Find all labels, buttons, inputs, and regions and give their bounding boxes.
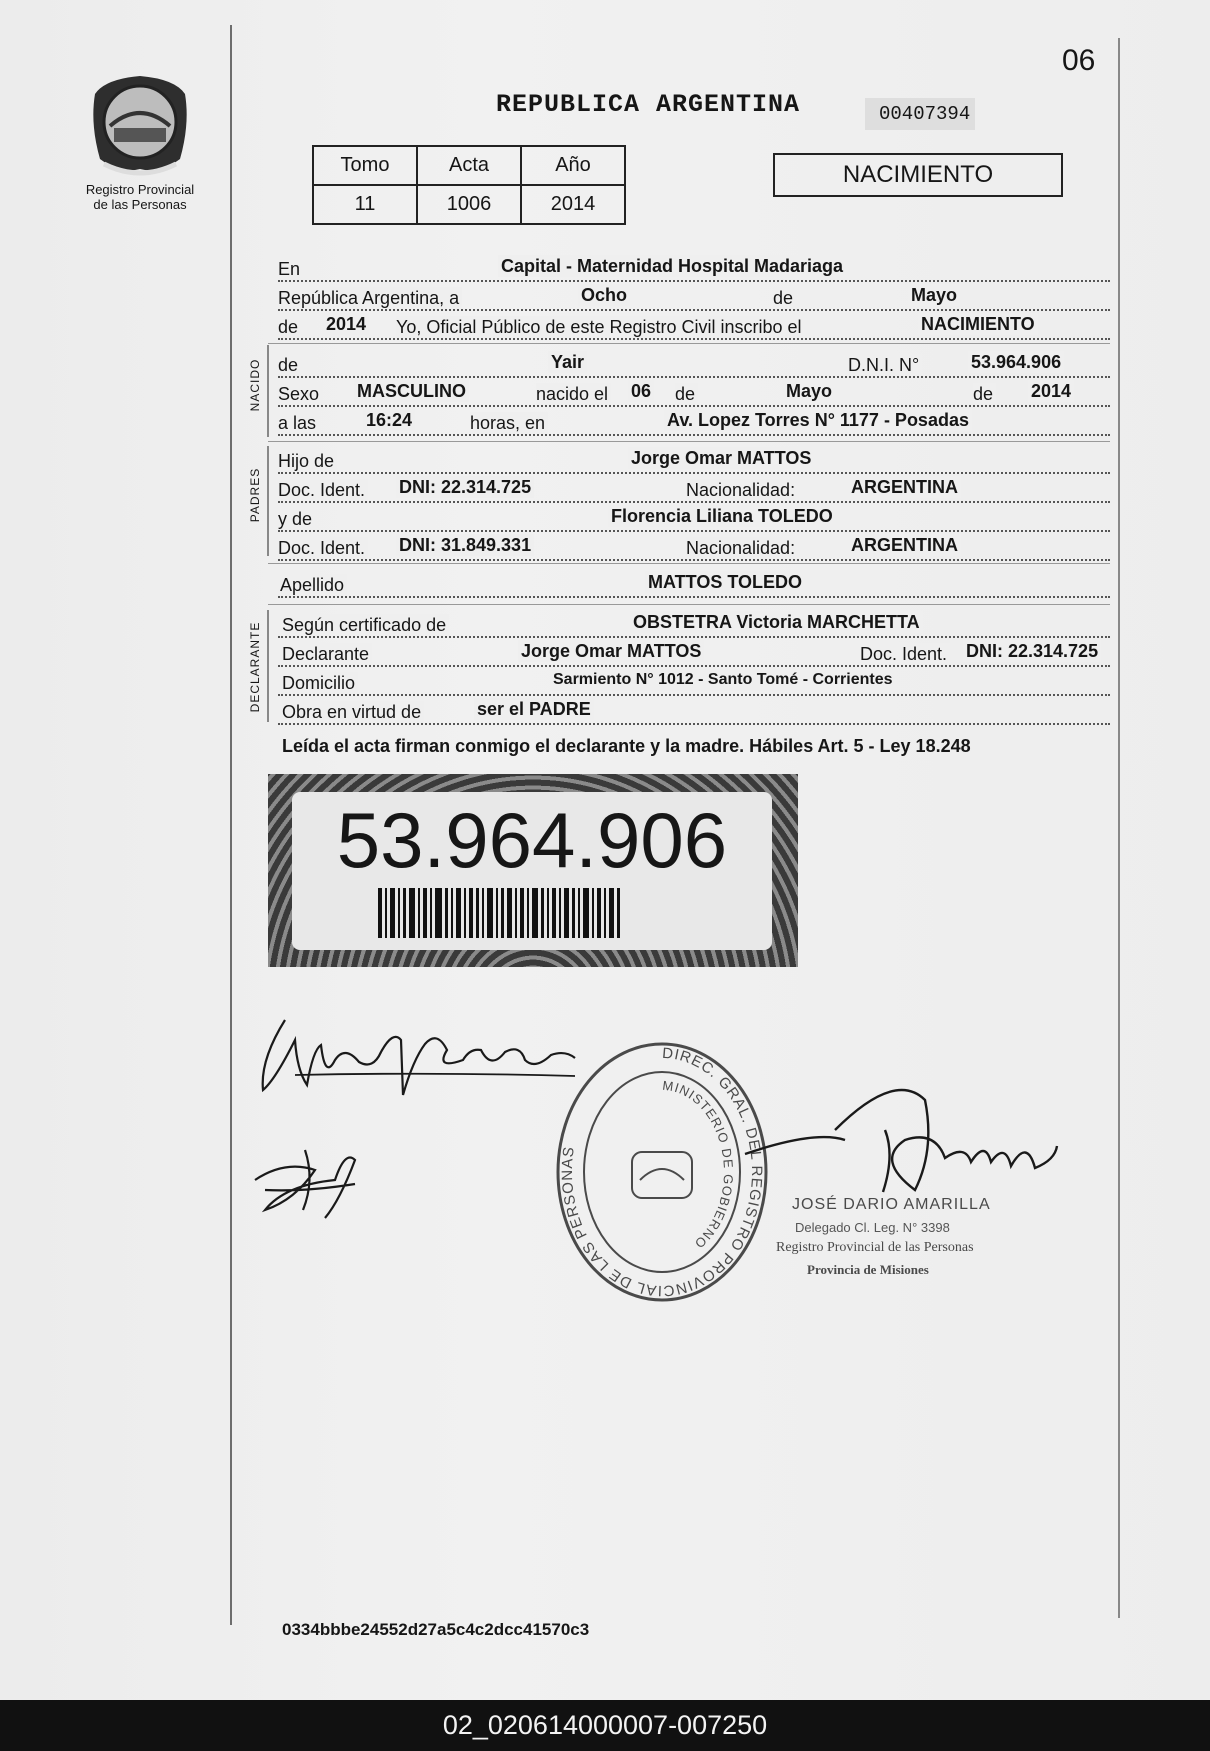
row-inscribo [278,312,1110,340]
label-mother-doc: Doc. Ident. [278,537,368,559]
dni-barcode-card [268,774,798,967]
barcode-number: 53.964.906 [336,796,728,884]
label-father-doc: Doc. Ident. [278,479,368,501]
svg-text:MINISTERIO DE GOBIERNO [662,1078,736,1252]
value-year: 2014 [323,313,369,335]
side-label-padres: PADRES [248,467,262,523]
official-province: Provincia de Misiones [807,1262,929,1277]
page-number: 06 [1062,44,1096,77]
value-declarant: Jorge Omar MATTOS [518,640,704,662]
value-sexo: MASCULINO [354,380,469,402]
value-birth-month: Mayo [783,380,835,402]
value-domicile: Sarmiento N° 1012 - Santo Tomé - Corrientes [550,669,896,691]
label-de-birth: de [675,383,698,405]
value-place: Capital - Maternidad Hospital Madariaga [498,255,846,277]
label-sexo: Sexo [278,383,322,405]
register-table-header-row [313,146,625,185]
official-role: Delegado Cl. Leg. N° 3398 [795,1220,950,1235]
barcode-bars [378,888,698,938]
row-declarant [278,639,1110,667]
side-label-declarante: DECLARANTE [248,621,262,713]
label-hijo-de: Hijo de [278,450,337,472]
row-place [278,254,1110,282]
label-mother-nat: Nacionalidad: [686,537,798,559]
stamp-ring-text: DIREC. GRAL. DEL REGISTRO PROVINCIAL DE LAS PERSONAS [558,1044,765,1300]
rule-declarante-top [268,604,1110,605]
label-de: de [773,287,796,309]
act-type-box: NACIMIENTO [773,153,1063,197]
left-margin-line [230,25,232,1625]
row-obra [278,697,1110,725]
row-mother-doc [278,533,1110,561]
header-ano: Año [521,146,625,185]
row-date-words [278,283,1110,311]
value-acta: 1006 [417,185,521,224]
label-inscribo: Yo, Oficial Público de este Registro Civil inscribo el [396,316,805,338]
row-certifier [278,610,1110,638]
value-surname: MATTOS TOLEDO [645,571,805,593]
value-birth-day: 06 [628,380,654,402]
value-birth-year: 2014 [1028,380,1074,402]
label-apellido: Apellido [280,574,347,596]
value-mother-nat: ARGENTINA [848,534,961,556]
row-surname [278,570,1110,598]
registry-caption [60,182,220,212]
label-domicilio: Domicilio [282,672,358,694]
province-seal-logo [80,64,200,184]
file-code-bar: 02_020614000007-007250 [0,1700,1210,1751]
stamp-emblem-icon [632,1152,692,1198]
register-table [312,145,626,225]
right-margin-line [1118,38,1120,1618]
label-republica: República Argentina, a [278,287,462,309]
padres-bracket [267,446,269,556]
official-org: Registro Provincial de las Personas [776,1240,974,1255]
serial-number: 00407394 [865,98,975,130]
label-horas: horas, en [470,412,548,434]
label-segun: Según certificado de [282,614,449,636]
row-sex-birth [278,379,1110,407]
registry-caption-line2: de las Personas [93,197,187,212]
value-father-doc: DNI: 22.314.725 [396,476,534,498]
label-nacido: nacido el [536,383,611,405]
stamp-inner-text: MINISTERIO DE GOBIERNO [661,1077,737,1252]
row-father-doc [278,475,1110,503]
rule-nacido-top [268,343,1110,344]
value-name: Yair [548,351,587,373]
value-tomo: 11 [313,185,417,224]
label-declarant-doc: Doc. Ident. [860,643,950,665]
value-dni: 53.964.906 [968,351,1064,373]
label-obra: Obra en virtud de [282,701,424,723]
value-mother: Florencia Liliana TOLEDO [608,505,836,527]
row-name [278,350,1110,378]
barcode-inner [292,792,772,950]
value-address: Av. Lopez Torres N° 1177 - Posadas [664,409,972,431]
rule-apellido-top [268,563,1110,564]
official-signature [735,1070,1065,1210]
value-mother-doc: DNI: 31.849.331 [396,534,534,556]
label-en: En [278,258,303,280]
value-time: 16:24 [363,409,415,431]
value-father-nat: ARGENTINA [848,476,961,498]
row-mother [278,504,1110,532]
value-father: Jorge Omar MATTOS [628,447,814,469]
closing-note: Leída el acta firman conmigo el declarante y la madre. Hábiles Art. 5 - Ley 18.248 [282,736,971,756]
declarant-signature [255,1000,600,1110]
value-day-word: Ocho [578,284,630,306]
mother-signature [245,1140,375,1220]
document-hash: 0334bbbe24552d27a5c4c2dcc41570c3 [282,1620,590,1639]
side-label-nacido: NACIDO [248,358,262,412]
official-name: JOSÉ DARIO AMARILLA [792,1196,991,1213]
label-father-nat: Nacionalidad: [686,479,798,501]
label-y-de: y de [278,508,315,530]
registry-caption-line1: Registro Provincial [85,182,195,197]
label-de-name: de [278,354,301,376]
label-de-birth-year: de [973,383,996,405]
country-title: REPUBLICA ARGENTINA [496,90,801,119]
row-father [278,446,1110,474]
label-de-year: de [278,316,301,338]
value-certifier: OBSTETRA Victoria MARCHETTA [630,611,923,633]
declarante-bracket [267,610,269,722]
header-acta: Acta [417,146,521,185]
label-declarante: Declarante [282,643,372,665]
value-act-word: NACIMIENTO [918,313,1038,335]
value-obra: ser el PADRE [474,698,594,720]
header-tomo: Tomo [313,146,417,185]
value-ano: 2014 [521,185,625,224]
nacido-bracket [267,345,269,437]
rule-padres-top [268,441,1110,442]
value-month: Mayo [908,284,960,306]
row-time-place [278,408,1110,436]
register-table-value-row [313,185,625,224]
row-domicile [278,668,1110,696]
label-a-las: a las [278,412,319,434]
label-dni: D.N.I. N° [848,354,922,376]
value-declarant-doc: DNI: 22.314.725 [963,640,1101,662]
